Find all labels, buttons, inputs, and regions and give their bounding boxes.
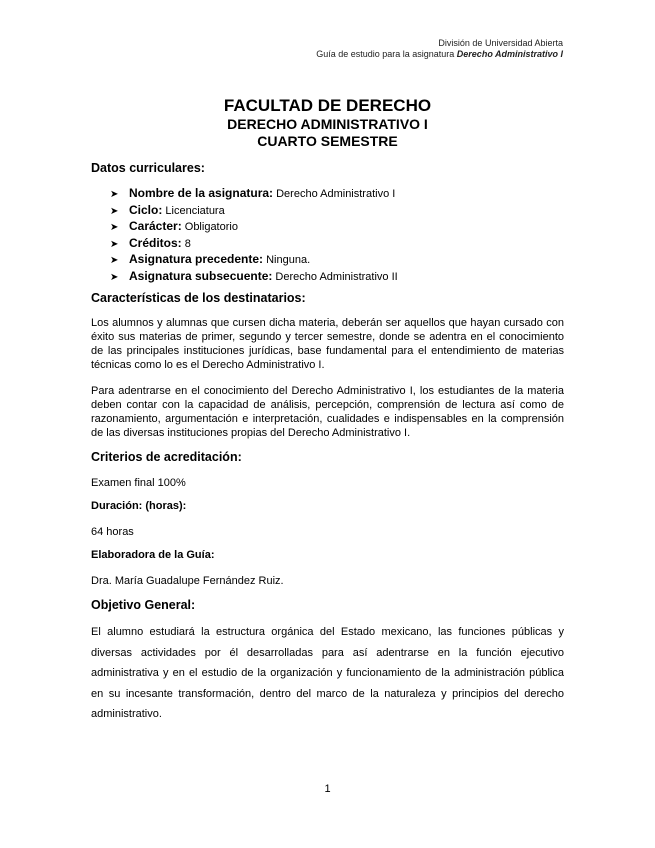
duracion-value: 64 horas [91,526,134,538]
arrow-bullet-icon: ➤ [110,205,119,217]
item-value: 8 [181,237,191,250]
item-value: Licenciatura [162,204,225,217]
item-label: Carácter: [129,219,182,234]
course-title: DERECHO ADMINISTRATIVO I [227,116,428,132]
item-label: Asignatura subsecuente: [129,268,273,283]
page-header [316,38,563,60]
semester-title: CUARTO SEMESTRE [257,133,398,149]
header-guide-prefix: Guía de estudio para la asignatura [316,49,457,59]
header-guide [316,49,563,60]
duracion-heading: Duración: (horas): [91,500,187,512]
list-item [110,219,398,236]
destinatarios-heading: Características de los destinatarios: [91,291,306,305]
item-label: Créditos: [129,235,182,250]
list-item [110,236,398,253]
elaboradora-value: Dra. María Guadalupe Fernández Ruiz. [91,575,284,587]
item-label: Asignatura precedente: [129,252,264,267]
list-item [110,186,398,203]
item-label: Nombre de la asignatura: [129,186,274,200]
destinatarios-paragraph-1: Los alumnos y alumnas que cursen dicha materia, deberán ser aquellos que hayan cursado con éxito sus materias de primer, segundo y tercer semestre, donde se adentra en el conocimiento de las principales instituciones jurídicas, base fundamental para el entendimiento de materias técnicas como lo es el Derecho Administrativo I. [91,317,564,371]
arrow-bullet-icon: ➤ [110,238,119,250]
objetivo-heading: Objetivo General: [91,598,196,612]
page-number: 1 [324,783,331,795]
faculty-title: FACULTAD DE DERECHO [223,96,432,115]
list-item [110,269,398,286]
elaboradora-heading: Elaboradora de la Guía: [91,549,215,561]
destinatarios-paragraph-2: Para adentrarse en el conocimiento del Derecho Administrativo I, los estudiantes de la materia deben contar con la capacidad de análisis, percepción, comprensión de lectura así como de razonamiento, argumentación e interpretación, cualidades e indispensables en la comprensión de las diversas instituciones propias del Derecho Administrativo I. [91,385,564,439]
arrow-bullet-icon: ➤ [110,189,119,200]
item-value: Obligatorio [181,221,238,234]
item-value: Ninguna. [263,254,311,267]
list-item [110,252,398,269]
item-label: Ciclo: [129,202,163,217]
header-guide-subject: Derecho Administrativo I [456,49,563,59]
item-value: Derecho Administrativo I [273,188,396,200]
datos-list [110,186,398,286]
objetivo-text: El alumno estudiará la estructura orgánica del Estado mexicano, las funciones públicas y diversas actividades por él desarrolladas para así adentrarse en la función ejecutivo administrativa y en el estudio de la organización y funcionamiento de la administración pública en su incesante transformación, dentro del marco de la naturaleza y principios del derecho administrativo. [91,626,564,720]
arrow-bullet-icon: ➤ [110,255,119,267]
arrow-bullet-icon: ➤ [110,222,119,234]
title-block [0,96,655,150]
arrow-bullet-icon: ➤ [110,271,119,283]
acreditacion-heading: Criterios de acreditación: [91,450,242,464]
header-division: División de Universidad Abierta [438,38,563,48]
datos-heading: Datos curriculares: [91,161,205,175]
item-value: Derecho Administrativo II [272,270,398,283]
acreditacion-value: Examen final 100% [91,477,186,489]
list-item [110,203,398,220]
